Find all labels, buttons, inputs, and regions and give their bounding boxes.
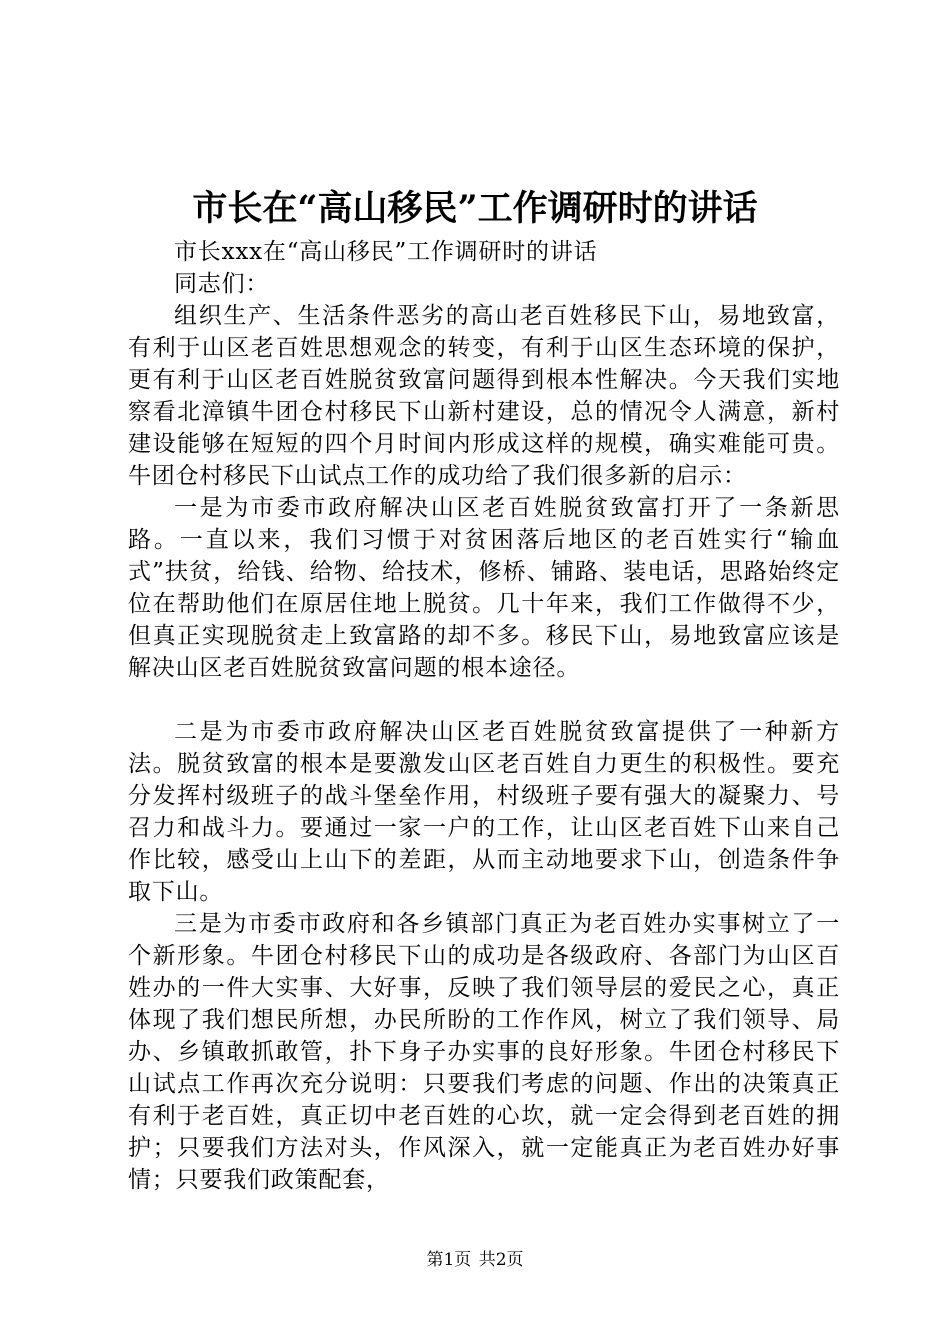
page-total: 共2页 xyxy=(478,1250,524,1270)
subtitle-line: 市长xxx在“高山移民”工作调研时的讲话 xyxy=(174,239,598,265)
salutation: 同志们： xyxy=(174,271,270,297)
paragraph-intro: 组织生产、生活条件恶劣的高山老百姓移民下山，易地致富，有利于山区老百姓思想观念的转变，有利于山区生态环境的保护，更有利于山区老百姓脱贫致富问题得到根本性解决。今天我们实地察看北漳镇牛团仓村移民下山新村建设，总的情况令人满意，新村建设能够在短短的四个月时间内形成这样的规模，确实难能可贵。牛团仓村移民下山试点工作的成功给了我们很多新的启示： xyxy=(128,303,840,489)
document-body xyxy=(128,236,840,1196)
document-title: 市长在“高山移民”工作调研时的讲话 xyxy=(192,188,758,229)
paragraph-point-two: 二是为市委市政府解决山区老百姓脱贫致富提供了一种新方法。脱贫致富的根本是要激发山区老百姓自力更生的积极性。要充分发挥村级班子的战斗堡垒作用，村级班子要有强大的凝聚力、号召力和战斗力。要通过一家一户的工作，让山区老百姓下山来自己作比较，感受山上山下的差距，从而主动地要求下山，创造条件争取下山。 xyxy=(128,719,840,905)
page-number: 第1页 xyxy=(426,1250,472,1270)
paragraph-point-three: 三是为市委市政府和各乡镇部门真正为老百姓办实事树立了一个新形象。牛团仓村移民下山的成功是各级政府、各部门为山区百姓办的一件大实事、大好事，反映了我们领导层的爱民之心，真正体现了我们想民所想，办民所盼的工作作风，树立了我们领导、局办、乡镇敢抓敢管，扑下身子办实事的良好形象。牛团仓村移民下山试点工作再次充分说明：只要我们考虑的问题、作出的决策真正有利于老百姓，真正切中老百姓的心坎，就一定会得到老百姓的拥护；只要我们方法对头，作风深入，就一定能真正为老百姓办好事情；只要我们政策配套， xyxy=(128,911,840,1193)
paragraph-point-one: 一是为市委市政府解决山区老百姓脱贫致富打开了一条新思路。一直以来，我们习惯于对贫困落后地区的老百姓实行“输血式”扶贫，给钱、给物、给技术，修桥、铺路、装电话，思路始终定位在帮助他们在原居住地上脱贫。几十年来，我们工作做得不少，但真正实现脱贫走上致富路的却不多。移民下山，易地致富应该是解决山区老百姓脱贫致富问题的根本途径。 xyxy=(128,495,840,681)
page-footer xyxy=(0,1248,950,1272)
